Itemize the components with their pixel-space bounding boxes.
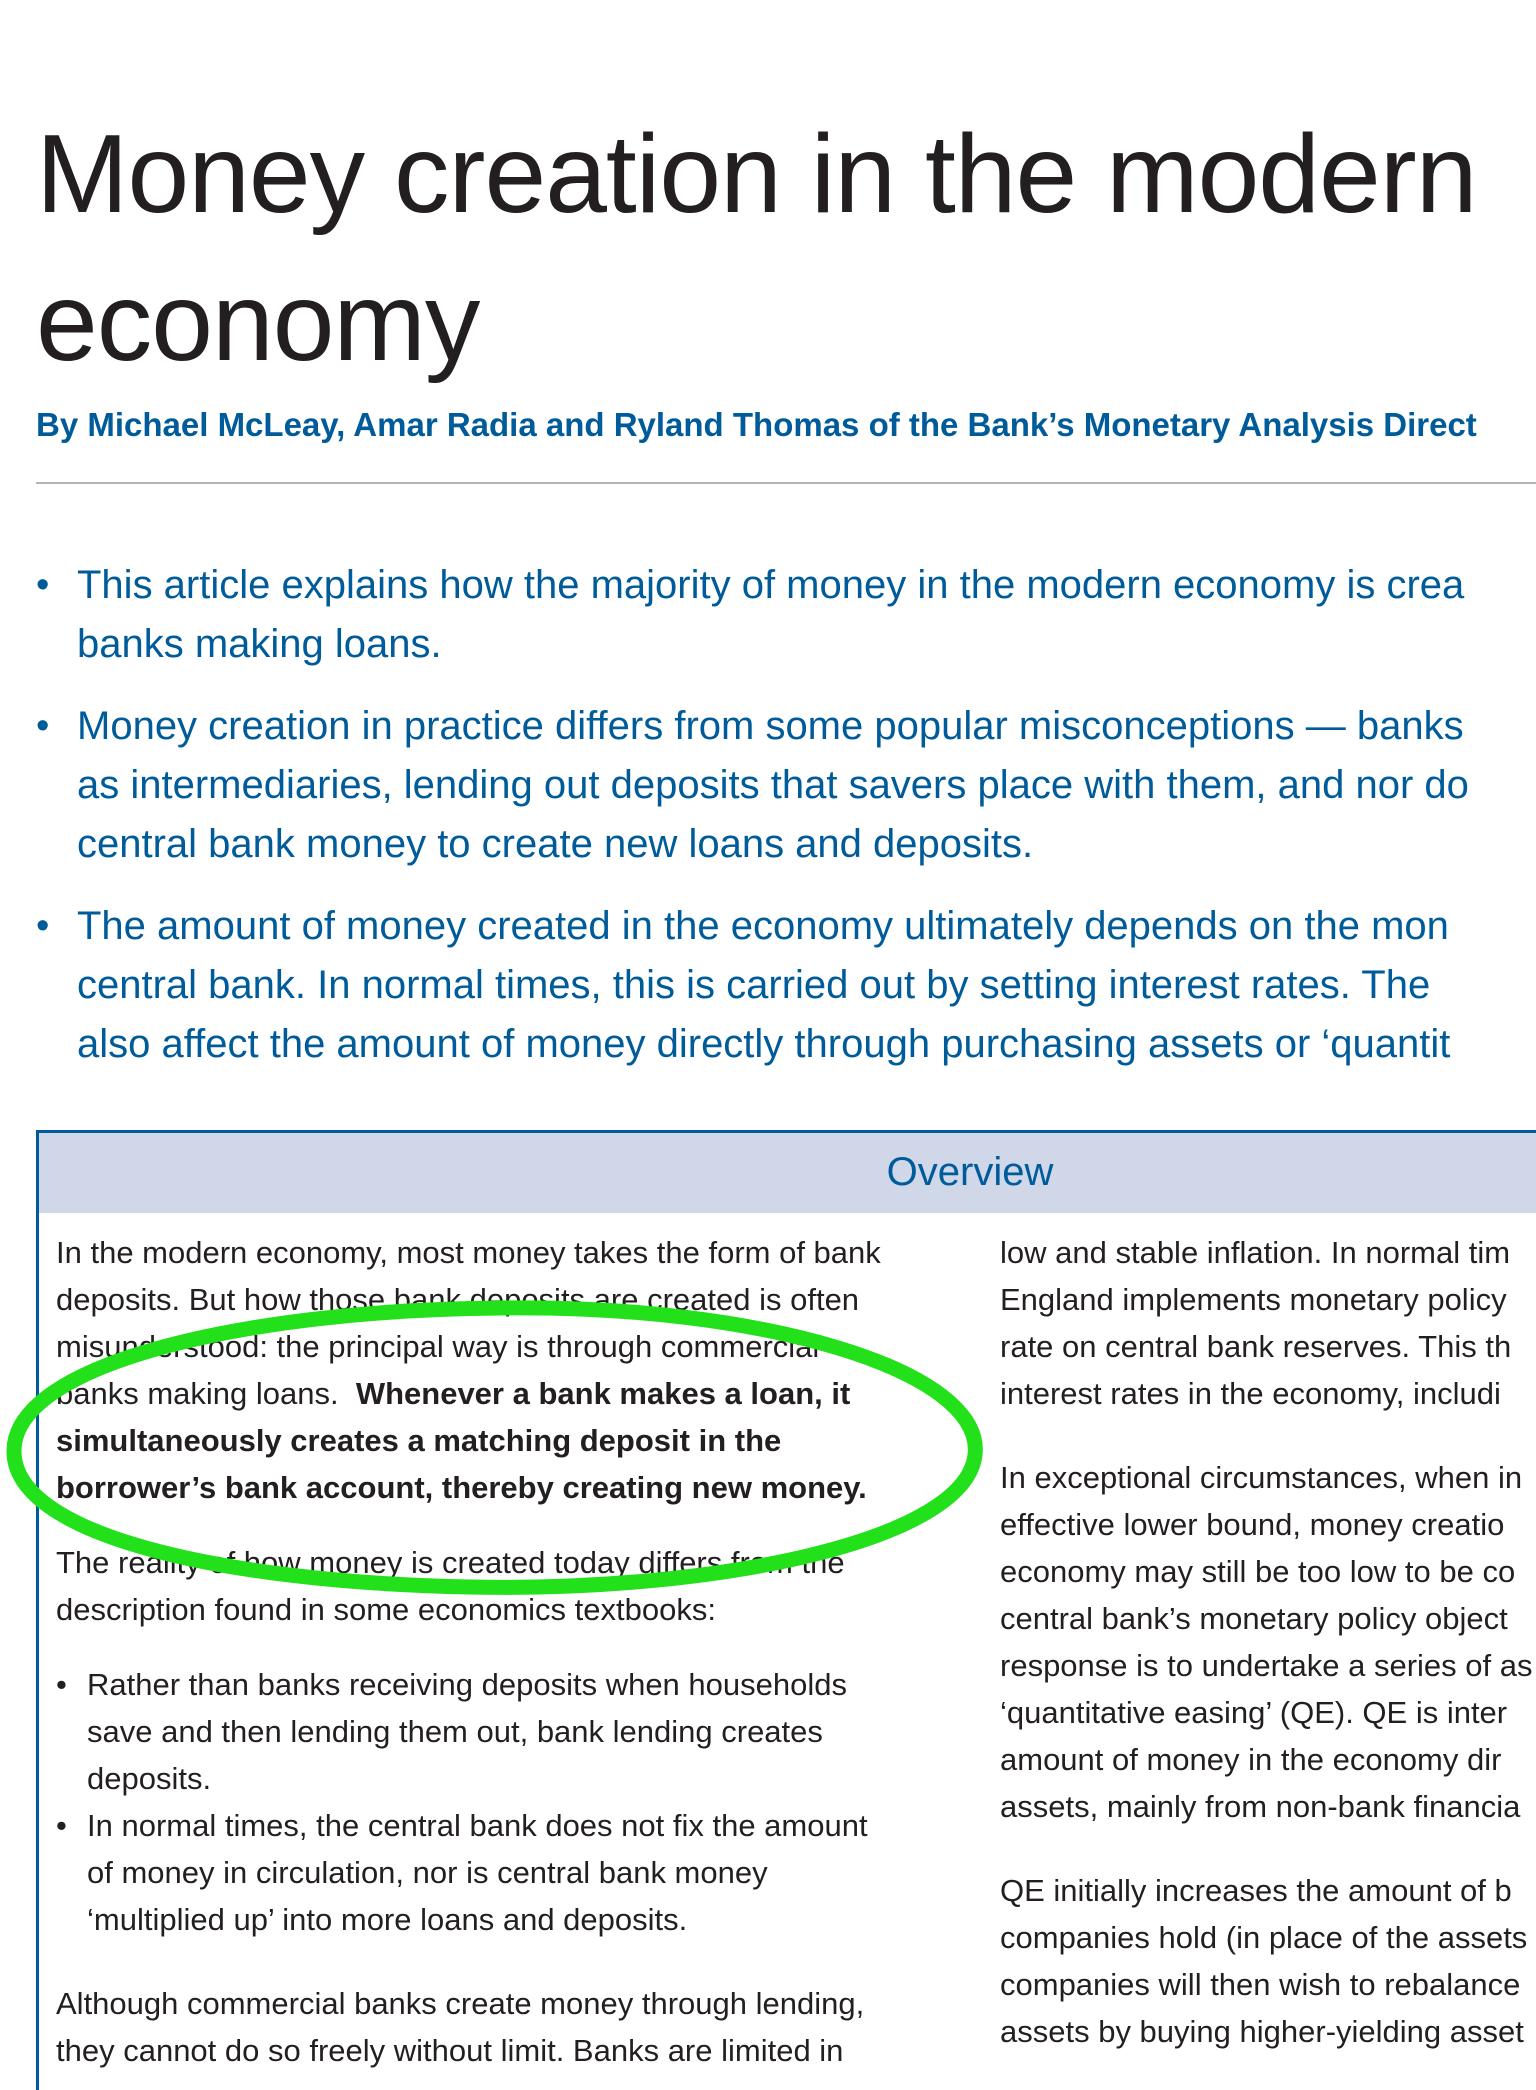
text-line: companies will then wish to rebalance — [1000, 1967, 1521, 2002]
summary-line: also affect the amount of money directly through purchasing assets or ‘quantit — [77, 1022, 1451, 1066]
bullet-icon: • — [36, 705, 50, 747]
summary-line: Money creation in practice differs from some popular misconceptions — banks — [77, 704, 1464, 748]
key-point-text: borrower’s bank account, thereby creating new money. — [56, 1470, 867, 1505]
summary-item — [36, 697, 1536, 874]
summary-line: as intermediaries, lending out deposits that savers place with them, and nor do — [77, 763, 1469, 807]
summary-item — [36, 897, 1536, 1074]
bullet-icon: • — [56, 1667, 67, 1702]
title-line-1: Money creation in the modern — [36, 112, 1477, 236]
highlight-ellipse-stroke — [14, 1308, 975, 1588]
text-line: interest rates in the economy, includi — [1000, 1376, 1501, 1411]
text-line: of money in circulation, nor is central bank money — [87, 1855, 768, 1890]
text-line: amount of money in the economy dir — [1000, 1742, 1502, 1777]
title-line-2: economy — [36, 260, 480, 384]
highlight-ellipse — [0, 1290, 1000, 1610]
text-line: assets by buying higher-yielding asset — [1000, 2014, 1524, 2049]
overview-paragraph — [1000, 1867, 1536, 2055]
text-line: save and then lending them out, bank lending creates — [87, 1714, 823, 1749]
text-run: banks making loans. — [56, 1376, 356, 1411]
summary-line: banks making loans. — [77, 622, 442, 666]
text-line: QE initially increases the amount of b — [1000, 1873, 1512, 1908]
overview-paragraph — [56, 1980, 946, 2074]
overview-bullet — [56, 1802, 946, 1943]
text-line: The reality of how money is created today differs from the — [56, 1545, 845, 1580]
text-line: ‘multiplied up’ into more loans and deposits. — [87, 1902, 688, 1937]
divider — [36, 482, 1536, 484]
text-line: central bank’s monetary policy object — [1000, 1601, 1508, 1636]
text-line: they cannot do so freely without limit. Banks are limited in — [56, 2033, 844, 2068]
text-line: deposits. But how those bank deposits are created is often — [56, 1282, 860, 1317]
text-line: rate on central bank reserves. This th — [1000, 1329, 1512, 1364]
bullet-icon: • — [36, 564, 50, 606]
text-line: economy may still be too low to be co — [1000, 1554, 1516, 1589]
text-line: ‘quantitative easing’ (QE). QE is inter — [1000, 1695, 1508, 1730]
summary-line: This article explains how the majority of money in the modern economy is crea — [77, 563, 1465, 607]
summary-item — [36, 556, 1536, 674]
text-line: description found in some economics textbooks: — [56, 1592, 716, 1627]
text-line: low and stable inflation. In normal tim — [1000, 1235, 1511, 1270]
bullet-icon: • — [36, 905, 50, 947]
summary-line: central bank money to create new loans and deposits. — [77, 822, 1034, 866]
summary-list — [36, 556, 1536, 1097]
text-line: companies hold (in place of the assets — [1000, 1920, 1528, 1955]
overview-paragraph — [1000, 1229, 1536, 1417]
bullet-icon: • — [56, 1808, 67, 1843]
author-byline: By Michael McLeay, Amar Radia and Ryland Thomas of the Bank’s Monetary Analysis Direct — [36, 406, 1477, 443]
overview-heading: Overview — [886, 1150, 1054, 1194]
text-line: assets, mainly from non-bank financia — [1000, 1789, 1521, 1824]
text-line: effective lower bound, money creatio — [1000, 1507, 1505, 1542]
text-line: In normal times, the central bank does not fix the amount — [87, 1808, 868, 1843]
page-title — [36, 100, 1536, 396]
summary-line: The amount of money created in the economy ultimately depends on the mon — [77, 904, 1449, 948]
overview-bullet — [56, 1661, 946, 1802]
text-line: In exceptional circumstances, when in — [1000, 1460, 1523, 1495]
key-point-text: Whenever a bank makes a loan, it — [355, 1376, 851, 1411]
text-line: Although commercial banks create money through lending, — [56, 1986, 865, 2021]
text-line: In the modern economy, most money takes the form of bank — [56, 1235, 881, 1270]
text-line: misunderstood: the principal way is through commercial — [56, 1329, 820, 1364]
text-line: response is to undertake a series of as — [1000, 1648, 1533, 1683]
overview-right-column — [1000, 1229, 1536, 2055]
key-point-text: simultaneously creates a matching deposit in the — [56, 1423, 782, 1458]
overview-header-band — [39, 1133, 1536, 1213]
summary-line: central bank. In normal times, this is carried out by setting interest rates. The — [77, 963, 1431, 1007]
overview-paragraph — [1000, 1454, 1536, 1830]
text-line: deposits. — [87, 1761, 212, 1796]
text-line: England implements monetary policy — [1000, 1282, 1507, 1317]
text-line: Rather than banks receiving deposits when households — [87, 1667, 847, 1702]
